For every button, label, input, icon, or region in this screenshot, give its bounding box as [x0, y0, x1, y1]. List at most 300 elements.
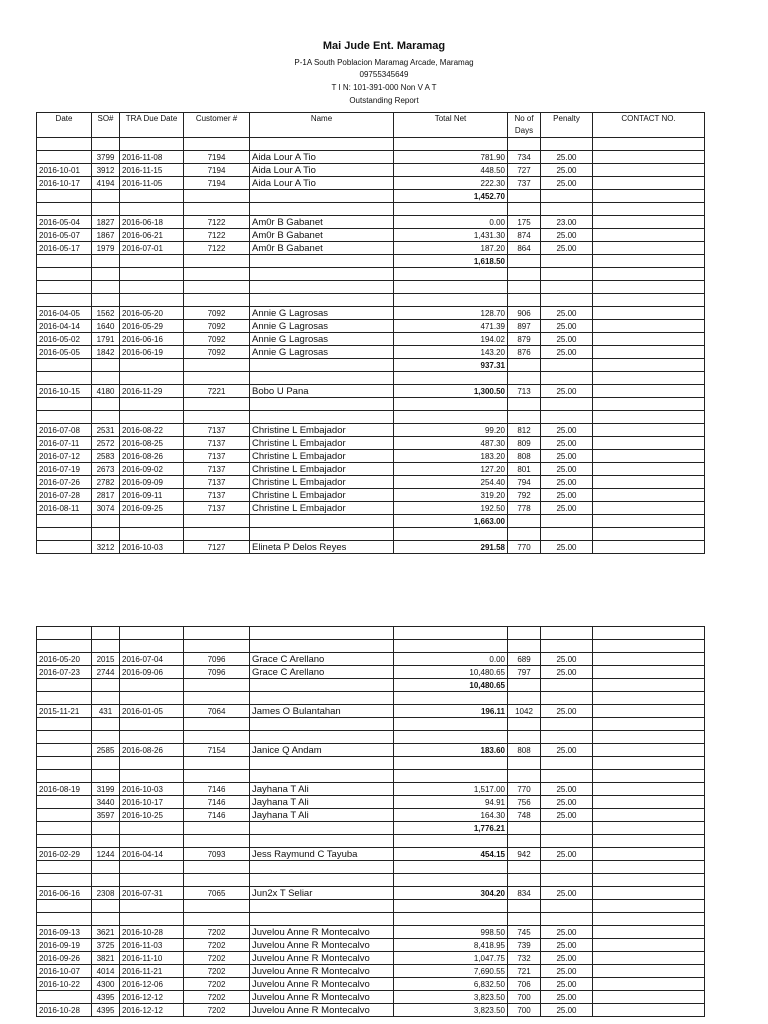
tra-due-date-cell: 2016-11-10: [120, 952, 184, 965]
empty-cell: [184, 627, 250, 640]
empty-cell: [184, 190, 250, 203]
empty-cell: [120, 281, 184, 294]
empty-cell: [92, 692, 120, 705]
so-number-cell: 1979: [92, 242, 120, 255]
empty-cell: [37, 770, 92, 783]
customer-number-cell: 7092: [184, 333, 250, 346]
date-cell: [37, 991, 92, 1004]
date-cell: 2016-08-11: [37, 502, 92, 515]
penalty-cell: 25.00: [541, 177, 593, 190]
empty-cell: [184, 255, 250, 268]
empty-cell: [541, 874, 593, 887]
empty-cell: [250, 372, 394, 385]
empty-cell: [250, 835, 394, 848]
empty-cell: [37, 281, 92, 294]
customer-number-cell: 7202: [184, 965, 250, 978]
so-number-cell: 2585: [92, 744, 120, 757]
empty-cell: [250, 718, 394, 731]
empty-cell: [37, 411, 92, 424]
blank-row: [37, 528, 705, 541]
so-number-cell: 2531: [92, 424, 120, 437]
customer-name-cell: Jayhana T Ali: [250, 796, 394, 809]
customer-name-cell: Juvelou Anne R Montecalvo: [250, 1004, 394, 1017]
table-row: [37, 307, 705, 320]
days-cell: 770: [508, 783, 541, 796]
customer-number-cell: 7137: [184, 424, 250, 437]
total-net-cell: 6,832.50: [394, 978, 508, 991]
empty-cell: [120, 692, 184, 705]
empty-cell: [184, 281, 250, 294]
blank-row: [37, 640, 705, 653]
empty-cell: [92, 294, 120, 307]
customer-name-cell: Jayhana T Ali: [250, 809, 394, 822]
empty-cell: [184, 822, 250, 835]
table-row: [37, 320, 705, 333]
empty-cell: [593, 835, 705, 848]
empty-cell: [541, 822, 593, 835]
tra-due-date-cell: 2016-11-15: [120, 164, 184, 177]
customer-number-cell: 7202: [184, 952, 250, 965]
date-cell: 2016-07-19: [37, 463, 92, 476]
total-net-cell: 187.20: [394, 242, 508, 255]
tra-due-date-cell: 2016-12-06: [120, 978, 184, 991]
so-number-cell: 4395: [92, 1004, 120, 1017]
so-number-cell: 2015: [92, 653, 120, 666]
tra-due-date-cell: 2016-12-12: [120, 1004, 184, 1017]
customer-number-cell: 7202: [184, 926, 250, 939]
total-net-cell: 7,690.55: [394, 965, 508, 978]
empty-cell: [37, 372, 92, 385]
empty-cell: [120, 874, 184, 887]
days-cell: 175: [508, 216, 541, 229]
contact-number-cell: [593, 744, 705, 757]
empty-cell: [92, 731, 120, 744]
tra-due-date-cell: 2016-07-31: [120, 887, 184, 900]
empty-cell: [250, 294, 394, 307]
days-cell: 876: [508, 346, 541, 359]
empty-cell: [120, 770, 184, 783]
contact-number-cell: [593, 653, 705, 666]
contact-number-cell: [593, 489, 705, 502]
blank-row: [37, 731, 705, 744]
penalty-cell: 25.00: [541, 653, 593, 666]
so-number-cell: 2583: [92, 450, 120, 463]
empty-cell: [593, 138, 705, 151]
empty-cell: [120, 835, 184, 848]
penalty-cell: 25.00: [541, 796, 593, 809]
total-net-cell: 143.20: [394, 346, 508, 359]
empty-cell: [394, 640, 508, 653]
customer-number-cell: 7202: [184, 939, 250, 952]
empty-cell: [184, 411, 250, 424]
table-row: [37, 489, 705, 502]
blank-row: [37, 900, 705, 913]
empty-cell: [593, 861, 705, 874]
subtotal-row: [37, 190, 705, 203]
date-cell: 2016-10-15: [37, 385, 92, 398]
blank-row: [37, 138, 705, 151]
date-cell: 2016-07-23: [37, 666, 92, 679]
so-number-cell: 1842: [92, 346, 120, 359]
empty-cell: [37, 398, 92, 411]
customer-number-cell: 7096: [184, 653, 250, 666]
penalty-cell: 25.00: [541, 541, 593, 554]
tra-due-date-cell: 2016-06-18: [120, 216, 184, 229]
empty-cell: [120, 718, 184, 731]
empty-cell: [508, 900, 541, 913]
so-number-cell: 2308: [92, 887, 120, 900]
empty-cell: [184, 913, 250, 926]
so-number-cell: 4180: [92, 385, 120, 398]
empty-cell: [184, 692, 250, 705]
empty-cell: [394, 203, 508, 216]
customer-name-cell: Annie G Lagrosas: [250, 307, 394, 320]
days-cell: 794: [508, 476, 541, 489]
table-row: [37, 666, 705, 679]
empty-cell: [37, 190, 92, 203]
customer-name-cell: Am0r B Gabanet: [250, 229, 394, 242]
empty-cell: [541, 411, 593, 424]
days-cell: 834: [508, 887, 541, 900]
so-number-cell: 3212: [92, 541, 120, 554]
empty-cell: [541, 692, 593, 705]
contact-number-cell: [593, 666, 705, 679]
contact-number-cell: [593, 437, 705, 450]
empty-cell: [250, 640, 394, 653]
contact-number-cell: [593, 450, 705, 463]
empty-cell: [120, 731, 184, 744]
table-row: [37, 978, 705, 991]
date-cell: 2016-08-19: [37, 783, 92, 796]
table-row: [37, 705, 705, 718]
tra-due-date-cell: 2016-10-17: [120, 796, 184, 809]
customer-name-cell: Annie G Lagrosas: [250, 333, 394, 346]
date-cell: 2016-07-12: [37, 450, 92, 463]
empty-cell: [508, 203, 541, 216]
blank-row: [37, 692, 705, 705]
empty-cell: [120, 203, 184, 216]
column-header-so-number: SO#: [92, 113, 120, 138]
empty-cell: [37, 874, 92, 887]
tra-due-date-cell: 2016-01-05: [120, 705, 184, 718]
empty-cell: [508, 281, 541, 294]
empty-cell: [394, 861, 508, 874]
penalty-cell: 25.00: [541, 809, 593, 822]
blank-row: [37, 411, 705, 424]
empty-cell: [37, 255, 92, 268]
so-number-cell: 1867: [92, 229, 120, 242]
empty-cell: [593, 640, 705, 653]
empty-cell: [184, 640, 250, 653]
days-cell: 706: [508, 978, 541, 991]
so-number-cell: 3597: [92, 809, 120, 822]
customer-number-cell: 7202: [184, 991, 250, 1004]
contact-number-cell: [593, 385, 705, 398]
customer-number-cell: 7194: [184, 164, 250, 177]
customer-name-cell: Juvelou Anne R Montecalvo: [250, 926, 394, 939]
empty-cell: [593, 281, 705, 294]
table-row: [37, 164, 705, 177]
empty-cell: [120, 900, 184, 913]
report-title: Outstanding Report: [349, 96, 419, 105]
customer-number-cell: 7065: [184, 887, 250, 900]
empty-cell: [508, 913, 541, 926]
customer-name-cell: Christine L Embajador: [250, 489, 394, 502]
empty-cell: [120, 757, 184, 770]
total-net-cell: 127.20: [394, 463, 508, 476]
total-net-cell: 304.20: [394, 887, 508, 900]
date-cell: [37, 809, 92, 822]
date-cell: 2016-05-05: [37, 346, 92, 359]
days-cell: 808: [508, 450, 541, 463]
customer-name-cell: Christine L Embajador: [250, 476, 394, 489]
days-cell: 1042: [508, 705, 541, 718]
days-cell: 874: [508, 229, 541, 242]
date-cell: 2016-07-26: [37, 476, 92, 489]
customer-name-cell: James O Bulantahan: [250, 705, 394, 718]
table-row: [37, 385, 705, 398]
empty-cell: [593, 718, 705, 731]
empty-cell: [37, 203, 92, 216]
empty-cell: [92, 138, 120, 151]
empty-cell: [593, 255, 705, 268]
customer-number-cell: 7122: [184, 229, 250, 242]
empty-cell: [120, 822, 184, 835]
empty-cell: [541, 718, 593, 731]
contact-number-cell: [593, 783, 705, 796]
empty-cell: [508, 398, 541, 411]
total-net-cell: 448.50: [394, 164, 508, 177]
tra-due-date-cell: 2016-07-04: [120, 653, 184, 666]
empty-cell: [92, 372, 120, 385]
days-cell: 812: [508, 424, 541, 437]
total-net-cell: 99.20: [394, 424, 508, 437]
contact-number-cell: [593, 216, 705, 229]
empty-cell: [184, 294, 250, 307]
penalty-cell: 25.00: [541, 666, 593, 679]
so-number-cell: 2817: [92, 489, 120, 502]
date-cell: 2016-05-02: [37, 333, 92, 346]
empty-cell: [593, 731, 705, 744]
tra-due-date-cell: 2016-12-12: [120, 991, 184, 1004]
empty-cell: [394, 718, 508, 731]
empty-cell: [593, 900, 705, 913]
penalty-cell: 25.00: [541, 333, 593, 346]
penalty-cell: 25.00: [541, 502, 593, 515]
empty-cell: [92, 528, 120, 541]
customer-number-cell: 7202: [184, 978, 250, 991]
tra-due-date-cell: 2016-10-28: [120, 926, 184, 939]
table-row: [37, 229, 705, 242]
empty-cell: [394, 398, 508, 411]
contact-number-cell: [593, 991, 705, 1004]
table-row: [37, 216, 705, 229]
so-number-cell: 3199: [92, 783, 120, 796]
empty-cell: [593, 372, 705, 385]
empty-cell: [92, 627, 120, 640]
blank-row: [37, 627, 705, 640]
contact-number-cell: [593, 151, 705, 164]
empty-cell: [541, 913, 593, 926]
empty-cell: [250, 900, 394, 913]
empty-cell: [508, 718, 541, 731]
empty-cell: [593, 294, 705, 307]
empty-cell: [37, 861, 92, 874]
empty-cell: [120, 268, 184, 281]
customer-name-cell: Elineta P Delos Reyes: [250, 541, 394, 554]
customer-number-cell: 7194: [184, 177, 250, 190]
total-net-cell: 222.30: [394, 177, 508, 190]
company-phone: 09755345649: [359, 70, 409, 79]
empty-cell: [250, 398, 394, 411]
empty-cell: [593, 359, 705, 372]
empty-cell: [541, 731, 593, 744]
empty-cell: [184, 861, 250, 874]
total-net-cell: 454.15: [394, 848, 508, 861]
empty-cell: [250, 913, 394, 926]
contact-number-cell: [593, 307, 705, 320]
empty-cell: [184, 731, 250, 744]
so-number-cell: 1827: [92, 216, 120, 229]
empty-cell: [37, 627, 92, 640]
empty-cell: [92, 913, 120, 926]
penalty-cell: 25.00: [541, 744, 593, 757]
empty-cell: [37, 515, 92, 528]
days-cell: 801: [508, 463, 541, 476]
company-address: P-1A South Poblacion Maramag Arcade, Maramag: [294, 58, 474, 67]
customer-name-cell: Juvelou Anne R Montecalvo: [250, 991, 394, 1004]
empty-cell: [593, 268, 705, 281]
penalty-cell: 25.00: [541, 307, 593, 320]
empty-cell: [92, 718, 120, 731]
customer-number-cell: 7221: [184, 385, 250, 398]
empty-cell: [184, 203, 250, 216]
empty-cell: [508, 268, 541, 281]
empty-cell: [394, 835, 508, 848]
penalty-cell: 25.00: [541, 887, 593, 900]
empty-cell: [593, 757, 705, 770]
date-cell: 2016-10-22: [37, 978, 92, 991]
empty-cell: [541, 835, 593, 848]
customer-name-cell: Janice Q Andam: [250, 744, 394, 757]
date-cell: 2016-05-04: [37, 216, 92, 229]
customer-number-cell: 7122: [184, 216, 250, 229]
total-net-cell: 291.58: [394, 541, 508, 554]
empty-cell: [541, 900, 593, 913]
column-header-total-net: Total Net: [394, 113, 508, 138]
empty-cell: [250, 190, 394, 203]
days-cell: 792: [508, 489, 541, 502]
empty-cell: [593, 770, 705, 783]
tra-due-date-cell: 2016-09-25: [120, 502, 184, 515]
contact-number-cell: [593, 242, 705, 255]
empty-cell: [394, 692, 508, 705]
empty-cell: [541, 515, 593, 528]
date-cell: 2016-10-01: [37, 164, 92, 177]
table-row: [37, 991, 705, 1004]
blank-row: [37, 372, 705, 385]
total-net-cell: 471.39: [394, 320, 508, 333]
empty-cell: [120, 398, 184, 411]
customer-name-cell: Grace C Arellano: [250, 666, 394, 679]
date-cell: 2016-07-28: [37, 489, 92, 502]
penalty-cell: 23.00: [541, 216, 593, 229]
empty-cell: [92, 515, 120, 528]
empty-cell: [250, 731, 394, 744]
empty-cell: [184, 268, 250, 281]
empty-cell: [541, 281, 593, 294]
customer-name-cell: Christine L Embajador: [250, 450, 394, 463]
empty-cell: [92, 900, 120, 913]
empty-cell: [508, 372, 541, 385]
contact-number-cell: [593, 887, 705, 900]
penalty-cell: 25.00: [541, 926, 593, 939]
so-number-cell: 2673: [92, 463, 120, 476]
customer-name-cell: Am0r B Gabanet: [250, 216, 394, 229]
customer-name-cell: Aida Lour A Tio: [250, 177, 394, 190]
empty-cell: [92, 861, 120, 874]
customer-name-cell: Jayhana T Ali: [250, 783, 394, 796]
penalty-cell: 25.00: [541, 346, 593, 359]
table-row: [37, 333, 705, 346]
empty-cell: [120, 861, 184, 874]
outstanding-report-table-page-1: [36, 112, 705, 554]
total-net-cell: 1,517.00: [394, 783, 508, 796]
empty-cell: [250, 874, 394, 887]
empty-cell: [508, 294, 541, 307]
customer-name-cell: Aida Lour A Tio: [250, 151, 394, 164]
days-cell: 770: [508, 541, 541, 554]
blank-row: [37, 718, 705, 731]
days-cell: 808: [508, 744, 541, 757]
column-header-customer-number: Customer #: [184, 113, 250, 138]
table-row: [37, 783, 705, 796]
table-row: [37, 177, 705, 190]
penalty-cell: 25.00: [541, 463, 593, 476]
empty-cell: [250, 692, 394, 705]
penalty-cell: 25.00: [541, 952, 593, 965]
so-number-cell: 3821: [92, 952, 120, 965]
company-name: Mai Jude Ent. Maramag: [322, 40, 446, 52]
subtotal-net-cell: 1,452.70: [394, 190, 508, 203]
blank-row: [37, 281, 705, 294]
table-row: [37, 437, 705, 450]
days-cell: 879: [508, 333, 541, 346]
date-cell: 2016-04-05: [37, 307, 92, 320]
total-net-cell: 1,047.75: [394, 952, 508, 965]
customer-number-cell: 7137: [184, 463, 250, 476]
contact-number-cell: [593, 1004, 705, 1017]
empty-cell: [394, 294, 508, 307]
column-header-penalty: Penalty: [541, 113, 593, 138]
contact-number-cell: [593, 952, 705, 965]
customer-number-cell: 7096: [184, 666, 250, 679]
days-cell: 906: [508, 307, 541, 320]
tra-due-date-cell: 2016-11-08: [120, 151, 184, 164]
so-number-cell: 4194: [92, 177, 120, 190]
total-net-cell: 781.90: [394, 151, 508, 164]
days-cell: 748: [508, 809, 541, 822]
tra-due-date-cell: 2016-09-11: [120, 489, 184, 502]
empty-cell: [541, 627, 593, 640]
table-row: [37, 952, 705, 965]
empty-cell: [541, 679, 593, 692]
customer-name-cell: Annie G Lagrosas: [250, 320, 394, 333]
customer-name-cell: Jun2x T Seliar: [250, 887, 394, 900]
date-cell: 2016-10-07: [37, 965, 92, 978]
table-row: [37, 502, 705, 515]
empty-cell: [508, 411, 541, 424]
